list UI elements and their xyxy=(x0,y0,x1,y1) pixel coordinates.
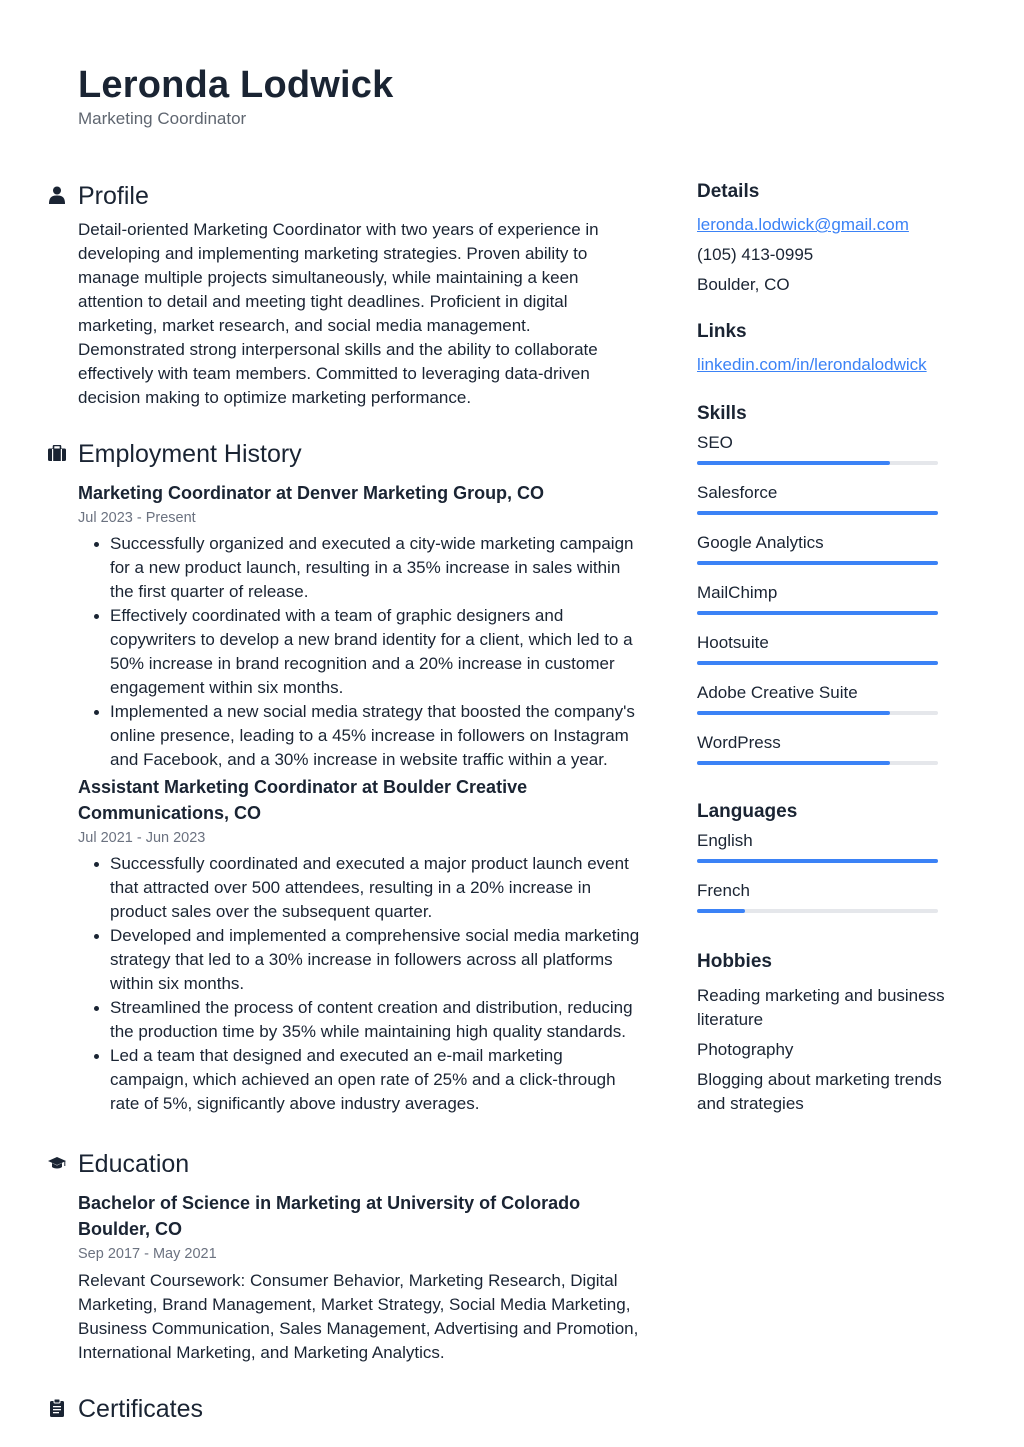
graduation-cap-icon xyxy=(48,1154,66,1172)
skill-bar xyxy=(697,461,938,465)
section-title-details: Details xyxy=(697,181,760,202)
job-bullet: Developed and implemented a comprehensive social media marketing strategy that led to a 30% increase in followers across all platforms within six months. xyxy=(110,924,642,996)
language-bar xyxy=(697,859,938,863)
job-title: Marketing Coordinator at Denver Marketing Group, CO xyxy=(78,483,545,503)
education-dates: Sep 2017 - May 2021 xyxy=(78,1246,217,1262)
hobbies-list xyxy=(697,984,967,1116)
linkedin-link[interactable]: linkedin.com/in/lerondalodwick xyxy=(697,355,927,374)
degree-title: Bachelor of Science in Marketing at University of Colorado Boulder, CO xyxy=(78,1193,581,1239)
skill-bar xyxy=(697,761,938,765)
resume-header xyxy=(78,62,393,130)
skill-bar-fill xyxy=(697,661,938,665)
skill-item xyxy=(697,531,967,578)
candidate-title: Marketing Coordinator xyxy=(78,109,247,128)
job-bullet: Streamlined the process of content creation and distribution, reducing the production time by 35% while maintaining high quality standards. xyxy=(110,996,642,1044)
main-column xyxy=(78,178,642,1427)
skill-name: Adobe Creative Suite xyxy=(697,683,858,702)
skill-name: SEO xyxy=(697,433,733,452)
section-title-employment: Employment History xyxy=(78,440,302,468)
skill-bar-fill xyxy=(697,611,938,615)
language-bar-fill xyxy=(697,909,745,913)
hobbies-section xyxy=(697,948,967,1116)
person-icon xyxy=(48,186,66,204)
job-entry xyxy=(78,774,642,1116)
education-entry xyxy=(78,1190,642,1365)
sidebar-column xyxy=(697,178,967,1122)
clipboard-icon xyxy=(48,1399,66,1417)
skill-bar-fill xyxy=(697,511,938,515)
job-entry xyxy=(78,480,642,772)
section-title-education: Education xyxy=(78,1150,190,1178)
job-bullet: Successfully organized and executed a city-wide marketing campaign for a new product launch, resulting in a 35% increase in sales within the first quarter of release. xyxy=(110,532,642,604)
candidate-name: Leronda Lodwick xyxy=(78,64,394,106)
job-bullet: Implemented a new social media strategy that boosted the company's online presence, leading to a 45% increase in followers on Instagram and Facebook, and a 30% increase in website traffic within a year. xyxy=(110,700,642,772)
skill-name: Google Analytics xyxy=(697,533,824,552)
skill-name: WordPress xyxy=(697,733,781,752)
skill-name: Hootsuite xyxy=(697,633,769,652)
skills-list xyxy=(697,431,967,778)
section-title-links: Links xyxy=(697,321,747,342)
language-item xyxy=(697,829,967,876)
skills-section xyxy=(697,400,967,778)
hobby-item: Photography xyxy=(697,1040,794,1059)
details-section xyxy=(697,178,967,300)
briefcase-icon xyxy=(48,444,66,462)
section-title-skills: Skills xyxy=(697,403,747,424)
skill-bar xyxy=(697,511,938,515)
skill-name: Salesforce xyxy=(697,483,778,502)
job-bullet: Successfully coordinated and executed a major product launch event that attracted over 500 attendees, resulting in a 20% increase in product sales over the subsequent quarter. xyxy=(110,852,642,924)
certificates-section xyxy=(78,1391,642,1427)
job-title: Assistant Marketing Coordinator at Boulder Creative Communications, CO xyxy=(78,777,528,823)
section-title-languages: Languages xyxy=(697,801,798,822)
phone-number: (105) 413-0995 xyxy=(697,245,814,264)
hobby-item: Blogging about marketing trends and strategies xyxy=(697,1070,942,1113)
section-title-hobbies: Hobbies xyxy=(697,951,772,972)
language-item xyxy=(697,879,967,926)
email-link[interactable]: leronda.lodwick@gmail.com xyxy=(697,215,909,234)
employment-section xyxy=(78,436,642,1116)
skill-bar xyxy=(697,711,938,715)
skill-bar xyxy=(697,661,938,665)
language-bar-fill xyxy=(697,859,938,863)
job-bullets xyxy=(78,532,642,772)
skill-item xyxy=(697,431,967,478)
job-bullets xyxy=(78,852,642,1116)
language-name: French xyxy=(697,881,750,900)
skill-name: MailChimp xyxy=(697,583,778,602)
section-title-profile: Profile xyxy=(78,182,149,210)
job-bullet: Led a team that designed and executed an e-mail marketing campaign, which achieved an open rate of 25% and a click-through rate of 5%, significantly above industry averages. xyxy=(110,1044,642,1116)
skill-bar-fill xyxy=(697,711,890,715)
location-text: Boulder, CO xyxy=(697,275,790,294)
skill-item xyxy=(697,731,967,778)
language-bar xyxy=(697,909,938,913)
skill-bar-fill xyxy=(697,761,890,765)
languages-list xyxy=(697,829,967,926)
skill-item xyxy=(697,481,967,528)
profile-section xyxy=(78,178,642,410)
skill-item xyxy=(697,581,967,628)
job-bullet: Effectively coordinated with a team of graphic designers and copywriters to develop a new brand identity for a client, which led to a 50% increase in brand recognition and a 20% increase in customer engagement within six months. xyxy=(110,604,642,700)
skill-bar-fill xyxy=(697,461,890,465)
skill-bar xyxy=(697,561,938,565)
skill-item xyxy=(697,681,967,728)
links-section xyxy=(697,318,967,380)
profile-summary: Detail-oriented Marketing Coordinator with two years of experience in developing and implementing marketing strategies. Proven ability to manage multiple projects simultaneously, while maintaining a keen attention to detail and meeting tight deadlines. Proficient in digital marketing, market research, and social media management. Demonstrated strong interpersonal skills and the ability to collaborate effectively with team members. Committed to leveraging data-driven decision making to optimize marketing performance. xyxy=(78,220,599,407)
skill-item xyxy=(697,631,967,678)
skill-bar-fill xyxy=(697,561,938,565)
skill-bar xyxy=(697,611,938,615)
language-name: English xyxy=(697,831,753,850)
job-dates: Jul 2023 - Present xyxy=(78,510,196,526)
section-title-certificates: Certificates xyxy=(78,1395,204,1423)
job-dates: Jul 2021 - Jun 2023 xyxy=(78,830,206,846)
languages-section xyxy=(697,798,967,926)
education-section xyxy=(78,1146,642,1365)
hobby-item: Reading marketing and business literature xyxy=(697,986,945,1029)
coursework-text: Relevant Coursework: Consumer Behavior, Marketing Research, Digital Marketing, Brand Management, Market Strategy, Social Media Marketing, Business Communication, Sales Management, Advertising and Promotion, International Marketing, and Marketing Analytics. xyxy=(78,1271,639,1362)
